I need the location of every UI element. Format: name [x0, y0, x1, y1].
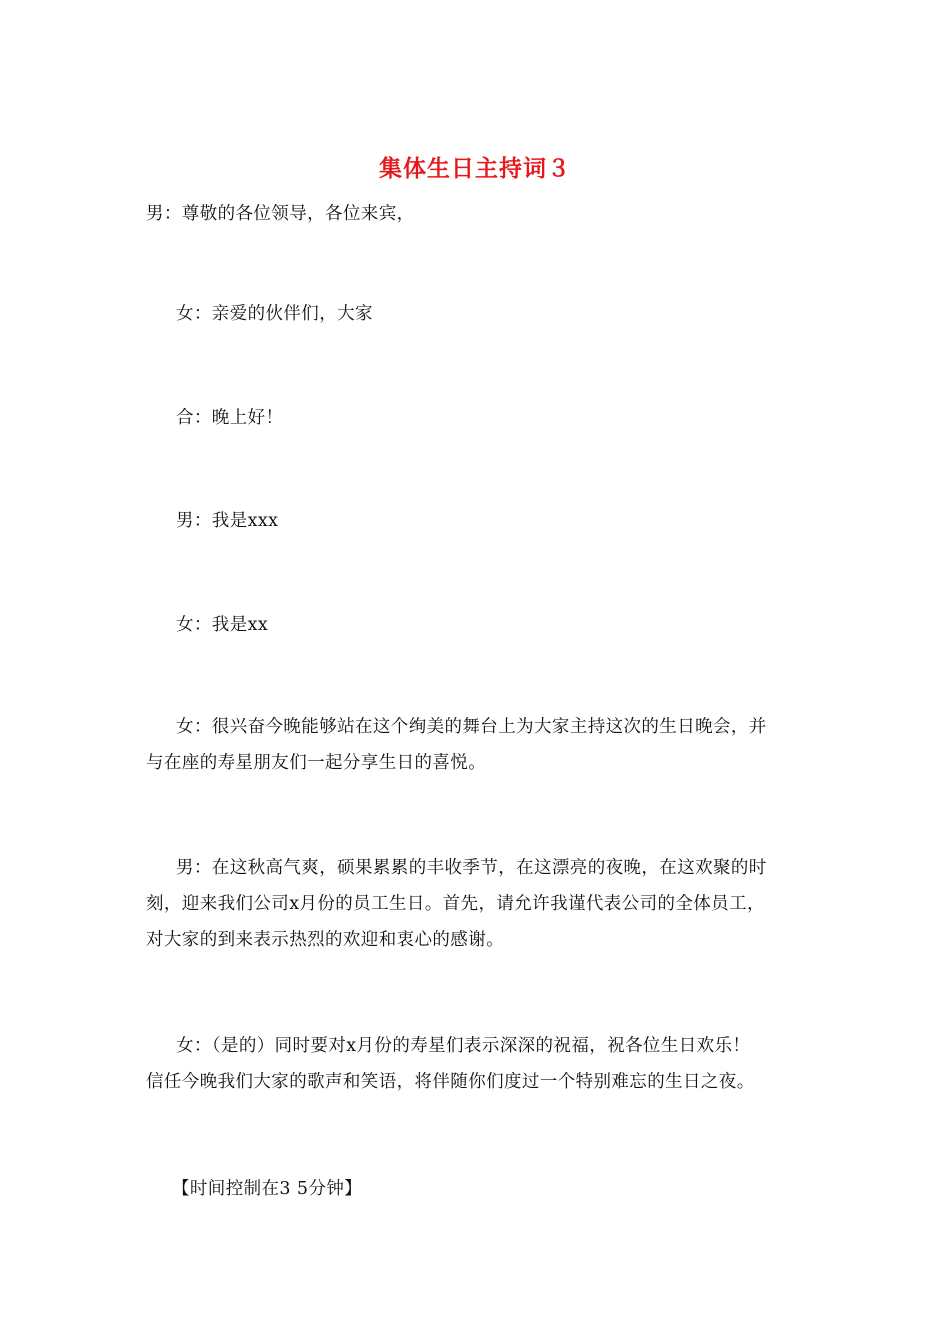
- line-female-blessing-2: 信任今晚我们大家的歌声和笑语，将伴随你们度过一个特别难忘的生日之夜。: [146, 1072, 755, 1092]
- paragraph-male-intro: [146, 503, 806, 539]
- line-female-greeting: 女：亲爱的伙伴们，大家: [176, 304, 373, 324]
- paragraph-female-blessing: [146, 1028, 806, 1100]
- line-male-welcome-3: 对大家的到来表示热烈的欢迎和衷心的感谢。: [146, 930, 504, 950]
- document-title: 集体生日主持词３: [379, 155, 571, 182]
- paragraph-female-intro: [146, 607, 806, 643]
- line-male-welcome-2: 刻，迎来我们公司x月份的员工生日。首先，请允许我谨代表公司的全体员工，: [146, 894, 765, 914]
- line-female-opening-1: 女：很兴奋今晚能够站在这个绚美的舞台上为大家主持这次的生日晚会，并: [176, 717, 767, 737]
- line-male-greeting: 男：尊敬的各位领导，各位来宾，: [146, 204, 415, 224]
- paragraph-male-welcome: [146, 850, 806, 958]
- paragraph-male-greeting: [146, 196, 806, 232]
- paragraph-female-greeting: [146, 296, 806, 332]
- time-control-note: 【时间控制在3 5分钟】: [172, 1179, 363, 1199]
- line-male-welcome-1: 男：在这秋高气爽，硕果累累的丰收季节，在这漂亮的夜晚，在这欢聚的时: [176, 858, 767, 878]
- line-male-intro: 男：我是xxx: [176, 511, 279, 531]
- line-female-opening-2: 与在座的寿星朋友们一起分享生日的喜悦。: [146, 753, 487, 773]
- paragraph-female-opening: [146, 709, 806, 781]
- paragraph-together-greeting: [146, 400, 806, 436]
- line-female-intro: 女：我是xx: [176, 615, 269, 635]
- line-together-greeting: 合：晚上好！: [176, 408, 284, 428]
- line-female-blessing-1: 女：（是的）同时要对x月份的寿星们表示深深的祝福，祝各位生日欢乐！: [176, 1036, 751, 1056]
